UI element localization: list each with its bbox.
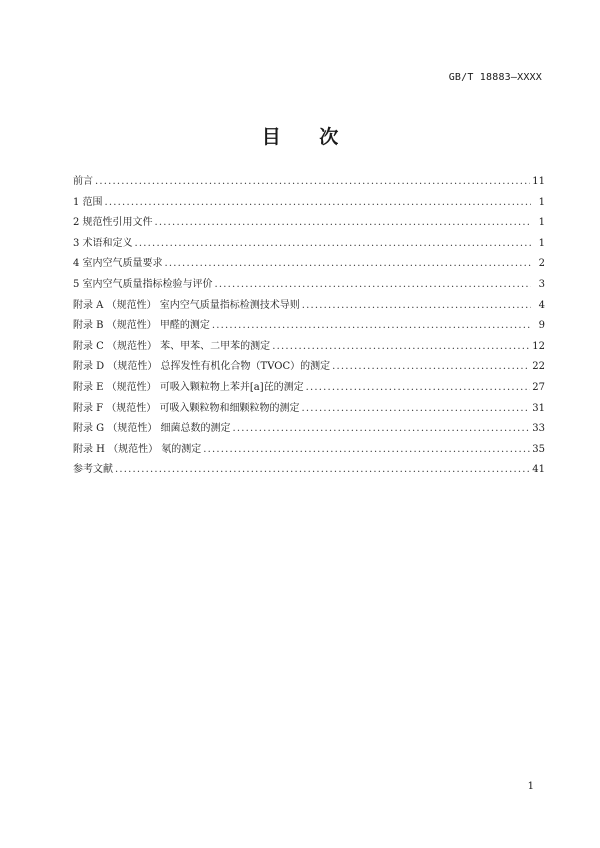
toc-dot-leader: [302, 296, 531, 317]
toc-entry-label: 3 术语和定义: [73, 237, 133, 249]
toc-entry-normative-references[interactable]: [73, 213, 545, 234]
toc-entry-bibliography[interactable]: [73, 460, 545, 481]
table-of-contents: [73, 172, 545, 481]
toc-entry-page: 33: [532, 423, 545, 435]
toc-dot-leader: [233, 419, 531, 440]
toc-dot-leader: [155, 213, 531, 234]
toc-entry-page: 1: [538, 196, 545, 208]
toc-dot-leader: [115, 460, 530, 481]
toc-entry-annex-c[interactable]: [73, 337, 545, 358]
toc-entry-label: 附录 G （规范性） 细菌总数的测定: [73, 423, 231, 435]
toc-entry-annex-a[interactable]: [73, 296, 545, 317]
toc-entry-label: 参考文献: [73, 464, 113, 476]
toc-entry-label: 4 室内空气质量要求: [73, 258, 163, 270]
toc-entry-requirements[interactable]: [73, 254, 545, 275]
toc-entry-label: 附录 A （规范性） 室内空气质量指标检测技术导则: [73, 299, 300, 311]
toc-entry-page: 31: [532, 402, 545, 414]
toc-entry-label: 前言: [73, 176, 93, 187]
toc-dot-leader: [215, 275, 531, 296]
toc-entry-label: 附录 F （规范性） 可吸入颗粒物和细颗粒物的测定: [73, 402, 300, 414]
toc-entry-annex-e[interactable]: [73, 378, 545, 399]
toc-dot-leader: [203, 440, 530, 461]
toc-entry-page: 1: [538, 237, 545, 249]
toc-entry-foreword[interactable]: [73, 172, 545, 193]
toc-entry-label: 附录 H （规范性） 氡的测定: [73, 443, 202, 455]
toc-entry-annex-h[interactable]: [73, 440, 545, 461]
toc-dot-leader: [306, 378, 531, 399]
toc-entry-page: 4: [538, 299, 545, 311]
toc-entry-label: 1 范围: [73, 196, 103, 208]
page-number: 1: [527, 781, 534, 792]
toc-entry-page: 12: [532, 340, 545, 352]
toc-entry-annex-g[interactable]: [73, 419, 545, 440]
toc-entry-page: 35: [532, 443, 545, 455]
toc-dot-leader: [272, 337, 530, 358]
toc-entry-annex-f[interactable]: [73, 399, 545, 420]
toc-dot-leader: [212, 316, 531, 337]
toc-dot-leader: [105, 193, 531, 214]
toc-title: 目 次: [261, 126, 355, 148]
toc-entry-page: 1: [538, 217, 545, 229]
toc-entry-label: 附录 D （规范性） 总挥发性有机化合物（TVOC）的测定: [73, 361, 331, 373]
toc-entry-page: 41: [532, 464, 545, 476]
toc-entry-terms-definitions[interactable]: [73, 234, 545, 255]
toc-dot-leader: [135, 234, 531, 255]
toc-dot-leader: [165, 254, 531, 275]
toc-entry-label: 5 室内空气质量指标检验与评价: [73, 278, 213, 290]
toc-entry-page: 22: [532, 361, 545, 373]
toc-entry-scope[interactable]: [73, 193, 545, 214]
toc-entry-page: 3: [538, 278, 545, 290]
toc-entry-label: 附录 C （规范性） 苯、甲苯、二甲苯的测定: [73, 340, 271, 352]
toc-entry-label: 附录 B （规范性） 甲醛的测定: [73, 320, 210, 332]
toc-entry-annex-d[interactable]: [73, 357, 545, 378]
toc-dot-leader: [301, 399, 530, 420]
toc-dot-leader: [95, 172, 530, 193]
toc-entry-inspection-evaluation[interactable]: [73, 275, 545, 296]
toc-entry-page: 11: [532, 176, 545, 187]
toc-entry-label: 2 规范性引用文件: [73, 217, 153, 229]
toc-dot-leader: [332, 357, 530, 378]
toc-entry-label: 附录 E （规范性） 可吸入颗粒物上苯并[a]芘的测定: [73, 381, 304, 393]
toc-entry-page: 27: [532, 381, 545, 393]
toc-entry-annex-b[interactable]: [73, 316, 545, 337]
toc-entry-page: 2: [538, 258, 545, 270]
document-code: GB/T 18883—XXXX: [448, 72, 542, 83]
toc-entry-page: 9: [538, 320, 545, 332]
